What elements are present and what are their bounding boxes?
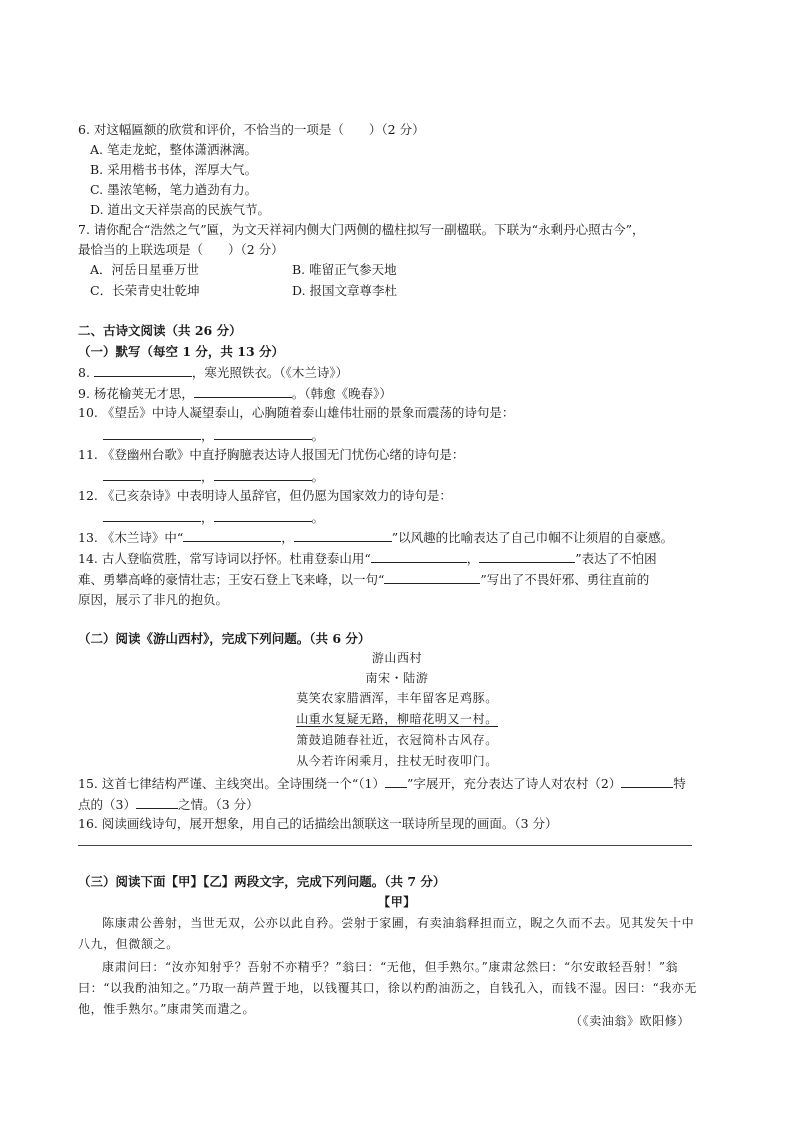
q15-text-e: 之情。（3 分） [177, 797, 259, 812]
q14-text-mid: ”表达了不怕困 [575, 551, 657, 566]
answer-blank[interactable] [214, 508, 312, 522]
poem-title: 游山西村 [371, 651, 423, 665]
q14-text-2b: ”写出了不畏奸邪、勇往直前的 [480, 572, 650, 587]
q14-line2 [78, 570, 649, 589]
answer-blank[interactable] [103, 508, 201, 522]
q6-stem: 6. 对这幅匾额的欣赏和评价，不恰当的一项是（ ）（2 分） [78, 122, 425, 137]
poem-line-1: 莫笑农家腊酒浑，丰年留客足鸡豚。 [296, 691, 498, 705]
q15-text-d: 点的（3） [78, 797, 136, 812]
answer-blank[interactable] [371, 549, 467, 563]
q15-text-b: ”字展开，充分表达了诗人对农村（2） [406, 776, 622, 791]
q7-stem-line2: 最恰当的上联选项是（ ）（2 分） [78, 242, 284, 257]
q9-source: 。（韩愈《晚春》） [291, 386, 392, 401]
subsection-title-2: （二）阅读《游山西村》，完成下列问题。（共 6 分） [78, 631, 371, 646]
subsection-title-3: （三）阅读下面【甲】【乙】两段文字，完成下列问题。（共 7 分） [78, 874, 446, 889]
q6-option-a: A. 笔走龙蛇，整体潇洒淋漓。 [90, 142, 257, 157]
q11-blanks: ， 。 [103, 467, 324, 486]
q7-option-b: B. 唯留正气参天地 [292, 262, 397, 277]
passage-label: 【甲】 [378, 895, 416, 909]
answer-blank[interactable] [384, 570, 480, 584]
q6-option-c: C. 墨浓笔畅，笔力遒劲有力。 [90, 182, 258, 197]
q6-option-d: D. 道出文天祥崇高的民族气节。 [90, 202, 271, 217]
q8-text: ，寒光照铁衣。（《木兰诗》） [191, 365, 349, 380]
q13-text: 13. 《木兰诗》中“ [78, 530, 184, 545]
answer-blank[interactable] [214, 467, 312, 481]
answer-blank[interactable] [621, 774, 673, 788]
answer-blank[interactable] [214, 426, 312, 440]
poem-line-4: 从今若许闲乘月，拄杖无时夜叩门。 [296, 754, 498, 768]
poem-line-2-underlined: 山重水复疑无路，柳暗花明又一村。 [296, 712, 498, 726]
q7-option-d: D. 报国文章尊李杜 [292, 283, 398, 298]
subsection-title: （一）默写（每空 1 分，共 13 分） [78, 344, 285, 359]
q14-line3: 原因，展示了非凡的抱负。 [78, 592, 229, 607]
q11-stem: 11. 《登幽州台歌》中直抒胸臆表达诗人报国无门忧伤心绪的诗句是： [78, 447, 465, 462]
answer-blank[interactable] [136, 795, 178, 809]
answer-blank[interactable] [94, 363, 192, 377]
answer-blank[interactable] [479, 549, 575, 563]
passage-paragraph-1: 陈康肃公善射，当世无双，公亦以此自矜。尝射于家圃，有卖油翁释担而立，睨之久而不去。见其发矢十中八九，但微颔之。 [78, 916, 695, 951]
answer-blank[interactable] [103, 467, 201, 481]
q15-line2 [78, 795, 259, 814]
q15-text-c: 特 [673, 776, 686, 791]
answer-line[interactable] [78, 845, 692, 846]
q15-line1 [78, 774, 686, 793]
poem-author: 南宋・陆游 [365, 671, 429, 685]
q14-line1: 14. 古人登临赏胜，常写诗词以抒怀。杜甫登泰山用“ ， ”表达了不怕困 [78, 551, 657, 566]
q8-number: 8. [78, 365, 94, 380]
q10-blanks: ， 。 [103, 426, 324, 445]
q12-blanks: ， 。 [103, 508, 324, 527]
q12-stem: 12. 《己亥杂诗》中表明诗人虽辞官，但仍愿为国家效力的诗句是： [78, 488, 452, 503]
answer-blank[interactable] [194, 384, 292, 398]
answer-blank[interactable] [103, 426, 201, 440]
q14-text: 14. 古人登临赏胜，常写诗词以抒怀。杜甫登泰山用“ [78, 551, 371, 566]
q14-text-2a: 难、勇攀高峰的豪情壮志；王安石登上飞来峰，以一句“ [78, 572, 385, 587]
section-title: 二、古诗文阅读（共 26 分） [78, 323, 242, 338]
q13: 13. 《木兰诗》中“ ， ”以风趣的比喻表达了自己巾帼不让须眉的自豪感。 [78, 530, 674, 545]
q13-text-tail: ”以风趣的比喻表达了自己巾帼不让须眉的自豪感。 [391, 530, 674, 545]
poem-line-3: 箫鼓追随春社近，衣冠简朴古风存。 [296, 733, 498, 747]
q10-stem: 10. 《望岳》中诗人凝望泰山，心胸随着泰山雄伟壮丽的景象而震荡的诗句是： [78, 405, 515, 420]
q15-text-a: 15. 这首七律结构严谨、主线突出。全诗围绕一个“（1） [78, 776, 385, 791]
q7-stem-line1: 7. 请你配合“浩然之气”匾，为文天祥祠内侧大门两侧的楹柱拟写一副楹联。下联为“永剩丹心照古今”， [78, 222, 645, 237]
q16-stem: 16. 阅读画线诗句，展开想象，用自己的话描绘出颔联这一联诗所呈现的画面。（3 分） [78, 816, 558, 831]
answer-blank[interactable] [385, 774, 407, 788]
passage-source: （《卖油翁》欧阳修） [569, 1014, 690, 1028]
q7-option-c: C．长荣青史壮乾坤 [90, 283, 200, 298]
q8 [78, 363, 348, 382]
poem-line-2 [0, 709, 794, 729]
q9-text: 9. 杨花榆荚无才思， [78, 386, 194, 401]
q7-option-a: A．河岳日星垂万世 [90, 262, 200, 277]
answer-blank[interactable] [183, 528, 281, 542]
passage-paragraph-2: 康肃问曰：“汝亦知射乎？吾射不亦精乎？”翁曰：“无他，但手熟尔。”康肃忿然曰：“尔安敢轻吾射！”翁曰：“以我酌油知之。”乃取一葫芦置于地，以钱覆其口，徐以杓酌油沥之，自钱孔入，而钱不湿。因曰：“我亦无他，惟手熟尔。”康肃笑而遣之。 [78, 960, 698, 1016]
answer-blank[interactable] [294, 528, 392, 542]
q6-option-b: B. 采用楷书书体，浑厚大气。 [90, 162, 258, 177]
q9 [78, 384, 392, 403]
